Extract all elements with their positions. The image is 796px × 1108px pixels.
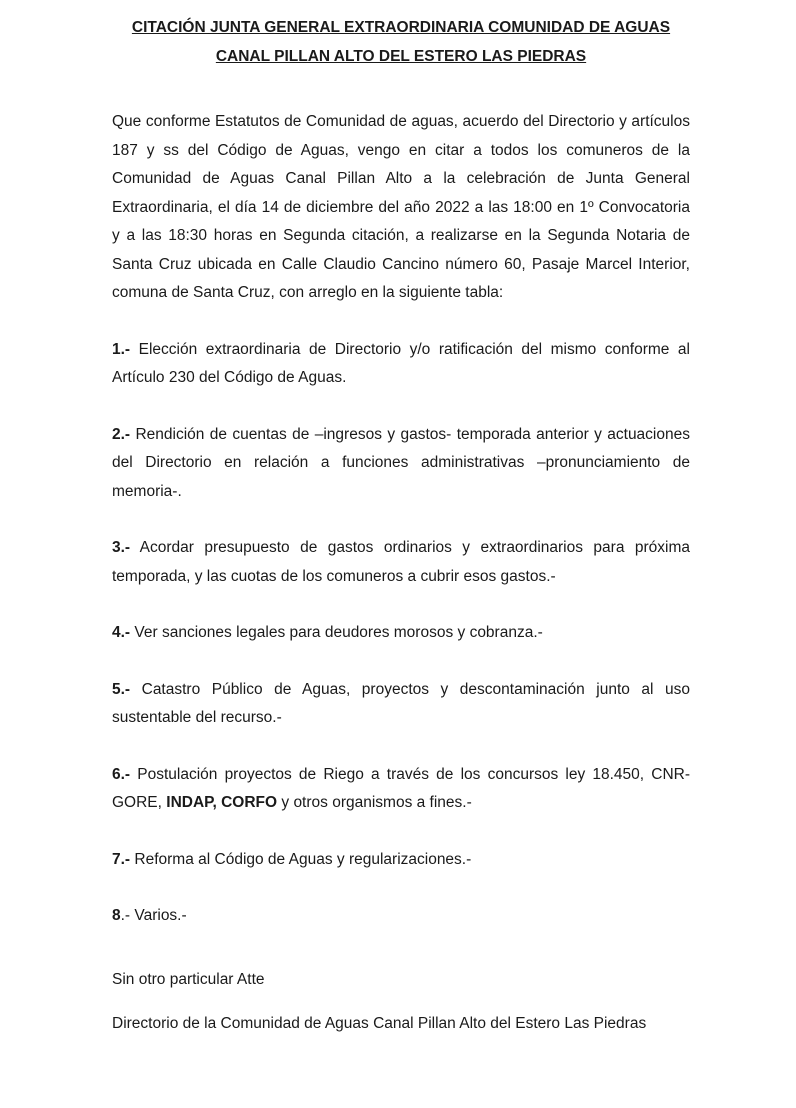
title-line-2: CANAL PILLAN ALTO DEL ESTERO LAS PIEDRAS	[215, 47, 587, 65]
agenda-item-7	[112, 846, 690, 875]
agenda-item-1	[112, 336, 690, 393]
closing-salutation: Sin otro particular Atte	[112, 970, 265, 988]
agenda-item-2-text: Rendición de cuentas de –ingresos y gastos- temporada anterior y actuaciones del Directorio en relación a funciones administrativas –pronunciamiento de memoria-.	[112, 425, 690, 500]
agenda-item-6-text-pre: Postulación proyectos de Riego a través de los concursos ley 18.450, CNR-GORE,	[112, 765, 690, 811]
agenda-item-1-number: 1.-	[112, 340, 131, 358]
agenda-item-8-number: 8	[112, 907, 121, 924]
agenda-item-6	[112, 761, 690, 818]
agenda-item-4-text: Ver sanciones legales para deudores morosos y cobranza.-	[130, 624, 543, 641]
closing-signature: Directorio de la Comunidad de Aguas Canal Pillan Alto del Estero Las Piedras	[112, 1015, 647, 1032]
agenda-item-8-text: .- Varios.-	[120, 907, 187, 924]
agenda-item-7-number: 7.-	[112, 850, 131, 868]
agenda-item-2-number: 2.-	[112, 425, 131, 443]
agenda-item-4-number: 4.-	[112, 624, 131, 641]
agenda-item-5	[112, 676, 690, 733]
intro-paragraph: Que conforme Estatutos de Comunidad de aguas, acuerdo del Directorio y artículos 187 y ss del Código de Aguas, vengo en citar a todos los comuneros de la Comunidad de Aguas Canal Pillan Alto a la celebración de Junta General Extraordinaria, el día 14 de diciembre del año 2022 a las 18:00 en 1º Convocatoria y a las 18:30 horas en Segunda citación, a realizarse en la Segunda Notaria de Santa Cruz ubicada en Calle Claudio Cancino número 60, Pasaje Marcel Interior, comuna de Santa Cruz, con arreglo en la siguiente tabla:	[112, 113, 690, 301]
agenda-item-2	[112, 421, 690, 507]
agenda-item-7-text: Reforma al Código de Aguas y regularizaciones.-	[130, 850, 472, 868]
agenda-item-5-text: Catastro Público de Aguas, proyectos y descontaminación junto al uso sustentable del recurso.-	[112, 680, 690, 726]
agenda-item-6-text-bold: INDAP, CORFO	[166, 794, 278, 811]
agenda-item-8	[112, 902, 690, 931]
agenda-item-6-number: 6.-	[112, 765, 131, 783]
agenda-item-3-number: 3.-	[112, 539, 131, 556]
agenda-item-6-text-post: y otros organismos a fines.-	[277, 794, 472, 811]
document-title	[112, 14, 690, 71]
agenda-item-1-text: Elección extraordinaria de Directorio y/o ratificación del mismo conforme al Artículo 230 del Código de Aguas.	[112, 340, 690, 386]
title-line-1: CITACIÓN JUNTA GENERAL EXTRAORDINARIA COMUNIDAD DE AGUAS	[131, 19, 671, 36]
agenda-item-3-text: Acordar presupuesto de gastos ordinarios y extraordinarios para próxima temporada, y las cuotas de los comuneros a cubrir esos gastos.-	[112, 539, 690, 585]
agenda-item-4	[112, 619, 690, 648]
agenda-item-5-number: 5.-	[112, 680, 131, 698]
agenda-item-3	[112, 534, 690, 591]
